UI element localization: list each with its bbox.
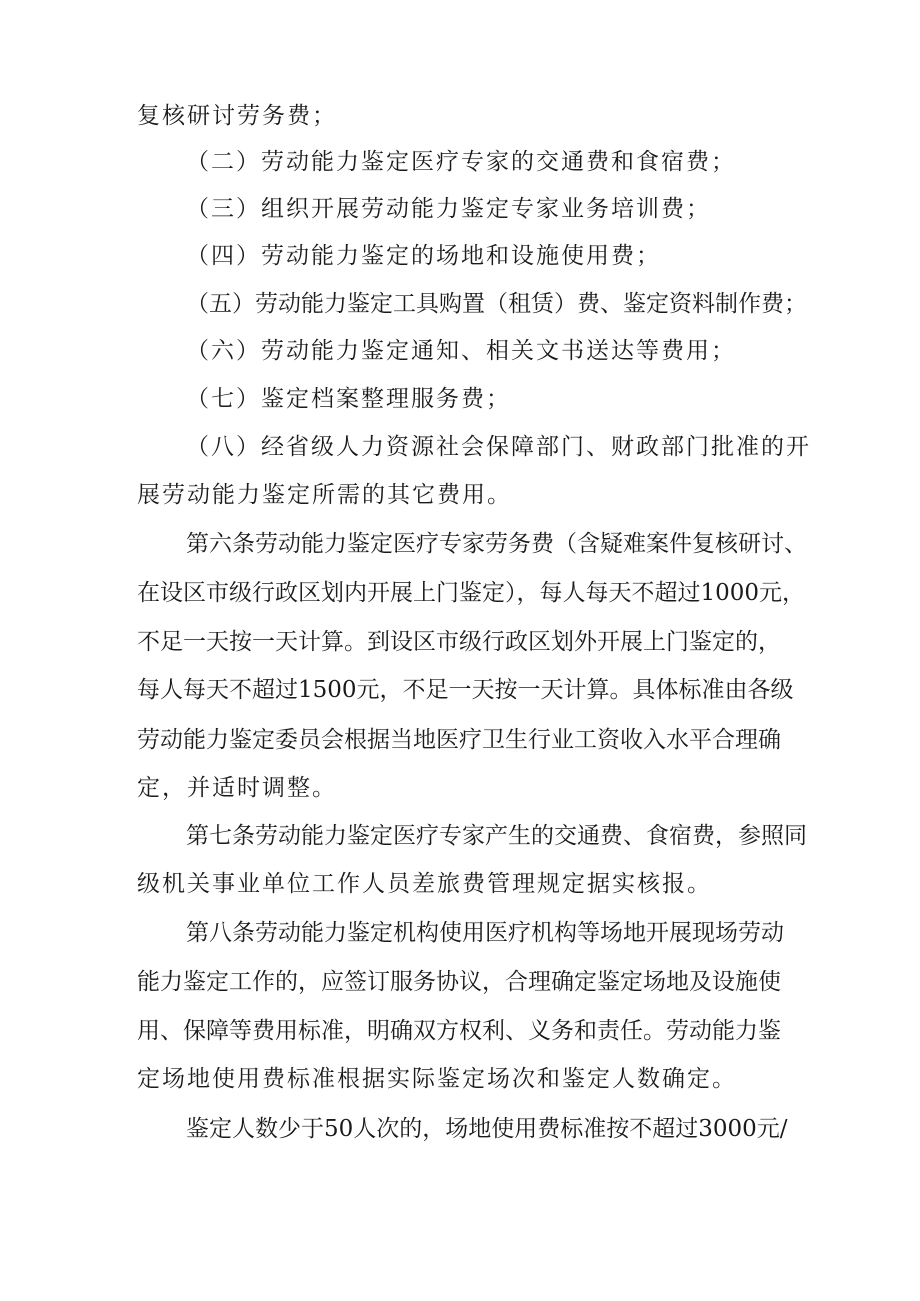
paragraph-line: 第七条劳动能力鉴定医疗专家产生的交通费、食宿费，参照同 xyxy=(186,823,807,849)
paragraph-line: 定，并适时调整。 xyxy=(137,775,337,801)
paragraph-line: 第八条劳动能力鉴定机构使用医疗机构等场地开展现场劳动 xyxy=(186,920,784,946)
paragraph-line: 用、保障等费用标准，明确双方权利、义务和责任。劳动能力鉴 xyxy=(137,1018,781,1044)
list-item: （六）劳动能力鉴定通知、相关文书送达等费用； xyxy=(186,338,736,364)
list-item: （七）鉴定档案整理服务费； xyxy=(186,386,511,412)
paragraph-line: 定场地使用费标准根据实际鉴定场次和鉴定人数确定。 xyxy=(137,1066,737,1092)
paragraph-line: 劳动能力鉴定委员会根据当地医疗卫生行业工资收入水平合理确 xyxy=(137,727,781,753)
text-line: 展劳动能力鉴定所需的其它费用。 xyxy=(137,482,512,508)
paragraph-line: 第六条劳动能力鉴定医疗专家劳务费（含疑难案件复核研讨、 xyxy=(186,531,807,557)
text-line: 复核研讨劳务费； xyxy=(137,103,337,129)
paragraph-line: 不足一天按一天计算。到设区市级行政区划外开展上门鉴定的， xyxy=(137,629,781,655)
paragraph-line: 在设区市级行政区划内开展上门鉴定），每人每天不超过1000元， xyxy=(137,580,806,606)
list-item: （二）劳动能力鉴定医疗专家的交通费和食宿费； xyxy=(186,149,736,175)
list-item: （四）劳动能力鉴定的场地和设施使用费； xyxy=(186,243,661,269)
paragraph-line: 每人每天不超过1500元，不足一天按一天计算。具体标准由各级 xyxy=(137,677,794,703)
paragraph-line: 鉴定人数少于50人次的，场地使用费标准按不超过3000元/ xyxy=(186,1116,788,1142)
list-item: （八）经省级人力资源社会保障部门、财政部门批准的开 xyxy=(186,434,811,460)
list-item: （三）组织开展劳动能力鉴定专家业务培训费； xyxy=(186,196,711,222)
paragraph-line: 级机关事业单位工作人员差旅费管理规定据实核报。 xyxy=(137,871,712,897)
list-item: （五）劳动能力鉴定工具购置（租赁）费、鉴定资料制作费； xyxy=(186,291,807,317)
paragraph-line: 能力鉴定工作的，应签订服务协议，合理确定鉴定场地及设施使 xyxy=(137,969,781,995)
